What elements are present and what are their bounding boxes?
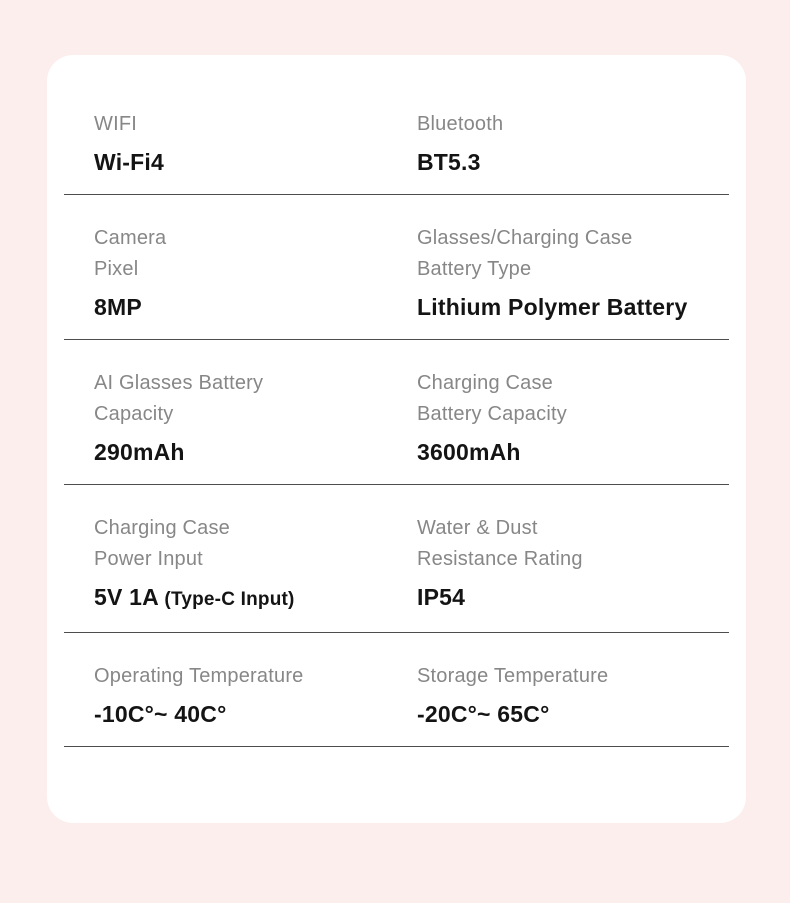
spec-label-line: Charging Case — [94, 517, 231, 539]
spec-cell-camera-pixel — [94, 223, 417, 323]
spec-cell-glasses-battery — [94, 368, 417, 468]
spec-value: -10C°~ 40C° — [94, 701, 227, 727]
spec-label-line: WIFI — [94, 113, 138, 135]
spec-label — [417, 661, 719, 692]
spec-value: BT5.3 — [417, 149, 481, 175]
spec-cell-bluetooth — [417, 109, 729, 178]
spec-label-line: Power Input — [94, 548, 203, 570]
spec-label — [94, 513, 407, 575]
spec-value-suffix: (Type-C Input) — [158, 589, 295, 610]
spec-value-main: 5V 1A — [94, 584, 159, 610]
spec-row-power-waterproof — [64, 485, 729, 633]
spec-label-line: Resistance Rating — [417, 548, 583, 570]
spec-value: IP54 — [417, 584, 466, 610]
spec-value — [94, 581, 407, 616]
spec-value: Lithium Polymer Battery — [417, 294, 688, 320]
spec-value: Wi-Fi4 — [94, 149, 164, 175]
spec-value: 3600mAh — [417, 439, 521, 465]
spec-value: 290mAh — [94, 439, 185, 465]
spec-row-wifi-bluetooth — [64, 81, 729, 195]
spec-label-line: Operating Temperature — [94, 665, 304, 687]
spec-label — [94, 109, 407, 140]
spec-label — [417, 368, 719, 430]
spec-cell-wifi — [94, 109, 417, 178]
spec-label-line: Storage Temperature — [417, 665, 609, 687]
spec-label-line: Glasses/Charging Case — [417, 227, 633, 249]
spec-row-camera-batterytype — [64, 195, 729, 340]
spec-label-line: Water & Dust — [417, 517, 538, 539]
spec-label-line: Battery Type — [417, 258, 532, 280]
spec-label-line: Charging Case — [417, 372, 554, 394]
spec-label — [94, 661, 407, 692]
spec-cell-case-battery — [417, 368, 729, 468]
spec-label — [417, 109, 719, 140]
spec-label-line: Capacity — [94, 403, 174, 425]
spec-label-line: Bluetooth — [417, 113, 504, 135]
spec-label-line: Camera — [94, 227, 167, 249]
spec-label-line: Battery Capacity — [417, 403, 567, 425]
spec-label — [94, 368, 407, 430]
spec-label — [417, 513, 719, 575]
spec-label-line: AI Glasses Battery — [94, 372, 264, 394]
spec-card — [47, 55, 746, 823]
spec-cell-operating-temp — [94, 661, 417, 730]
spec-label-line: Pixel — [94, 258, 139, 280]
spec-cell-water-dust — [417, 513, 729, 616]
spec-value: -20C°~ 65C° — [417, 701, 550, 727]
spec-cell-battery-type — [417, 223, 729, 323]
spec-label — [94, 223, 407, 285]
spec-cell-power-input — [94, 513, 417, 616]
spec-label — [417, 223, 719, 285]
spec-value: 8MP — [94, 294, 142, 320]
spec-cell-storage-temp — [417, 661, 729, 730]
spec-row-temperatures — [64, 633, 729, 747]
spec-row-battery-capacities — [64, 340, 729, 485]
